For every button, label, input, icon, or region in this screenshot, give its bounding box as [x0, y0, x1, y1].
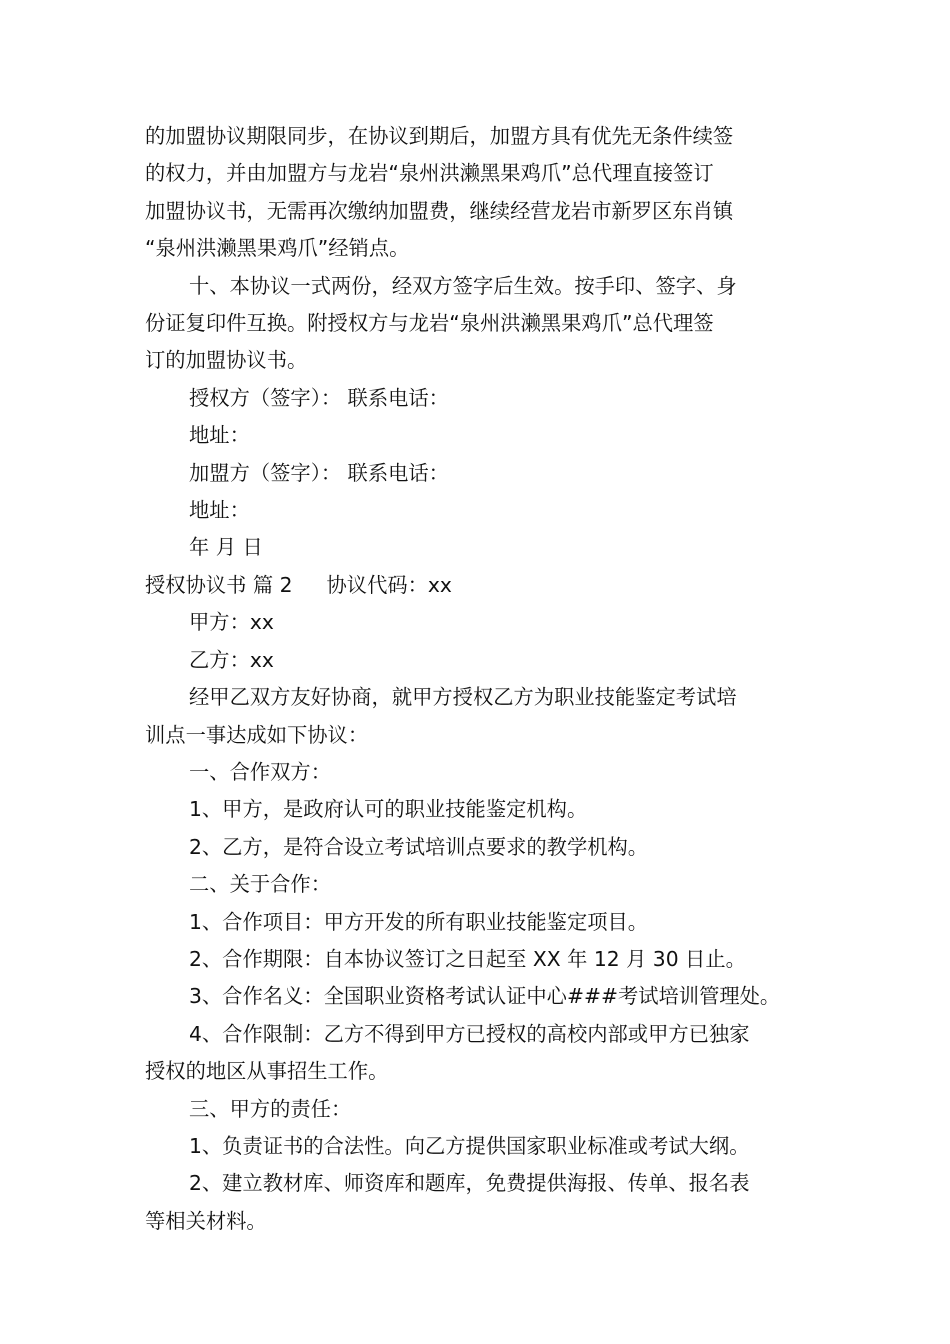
text-line: 加盟协议书，无需再次缴纳加盟费，继续经营龙岩市新罗区东肖镇 [145, 198, 734, 223]
text-line: 的权力，并由加盟方与龙岩“泉州洪濑黑果鸡爪”总代理直接签订 [145, 161, 714, 186]
text-line: 的加盟协议期限同步，在协议到期后，加盟方具有优先无条件续签 [145, 124, 734, 148]
clause-item: 3、合作名义：全国职业资格考试认证中心###考试培训管理处。 [189, 984, 781, 1009]
party-a-line: 甲方：xx [189, 610, 274, 635]
clause-item: 1、合作项目：甲方开发的所有职业技能鉴定项目。 [189, 909, 649, 934]
clause-item: 4、合作限制：乙方不得到甲方已授权的高校内部或甲方已独家 [189, 1021, 750, 1046]
clause-heading: 三、甲方的责任： [189, 1096, 352, 1121]
clause-item: 1、负责证书的合法性。向乙方提供国家职业标准或考试大纲。 [189, 1133, 750, 1158]
clause-heading: 一、合作双方： [189, 759, 331, 784]
clause-heading: 二、关于合作： [189, 872, 331, 897]
text-line: “泉州洪濑黑果鸡爪”经销点。 [145, 236, 410, 261]
signature-line-authorizer: 授权方（签字）： 联系电话： [189, 385, 449, 410]
signature-line-franchisee: 加盟方（签字）： 联系电话： [189, 460, 449, 485]
text-line: 等相关材料。 [145, 1208, 267, 1233]
party-b-line: 乙方：xx [189, 647, 274, 672]
clause-item: 2、乙方，是符合设立考试培训点要求的教学机构。 [189, 834, 649, 859]
document-body [145, 118, 810, 1240]
section-heading-line [145, 567, 810, 604]
address-line: 地址： [189, 423, 250, 448]
text-line: 十、本协议一式两份，经双方签字后生效。按手印、签字、身 [189, 273, 737, 298]
clause-item: 2、建立教材库、师资库和题库，免费提供海报、传单、报名表 [189, 1171, 750, 1196]
date-line: 年 月 日 [189, 535, 263, 560]
text-line: 订的加盟协议书。 [145, 348, 308, 373]
text-line: 经甲乙双方友好协商，就甲方授权乙方为职业技能鉴定考试培 [189, 685, 737, 710]
text-line: 份证复印件互换。附授权方与龙岩“泉州洪濑黑果鸡爪”总代理签 [145, 311, 714, 336]
agreement-code: 协议代码：xx [326, 572, 452, 597]
text-line: 训点一事达成如下协议： [145, 722, 369, 747]
text-line: 授权的地区从事招生工作。 [145, 1059, 389, 1084]
clause-item: 2、合作期限：自本协议签订之日起至 XX 年 12 月 30 日止。 [189, 946, 746, 971]
clause-item: 1、甲方，是政府认可的职业技能鉴定机构。 [189, 797, 588, 822]
address-line: 地址： [189, 498, 250, 523]
section-heading: 授权协议书 篇 2 [145, 572, 293, 597]
